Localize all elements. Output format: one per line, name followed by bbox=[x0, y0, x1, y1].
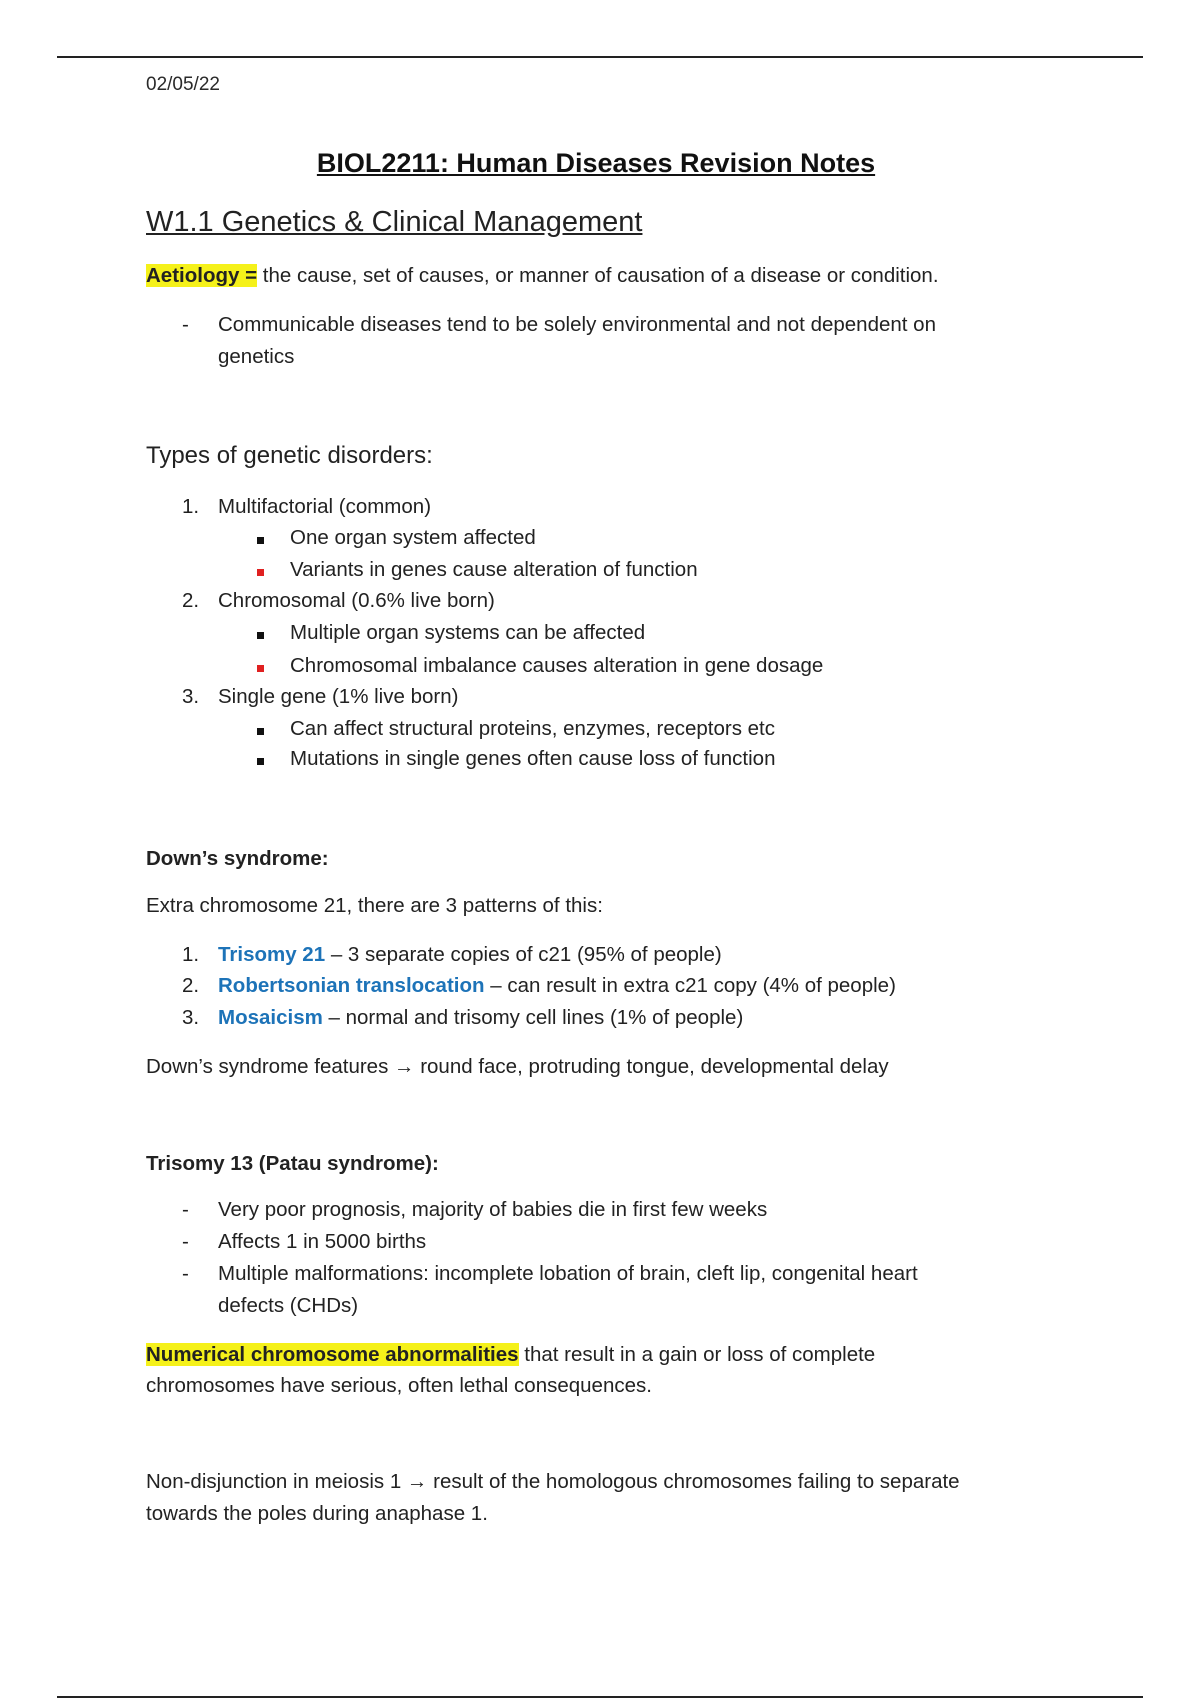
nondisjunction-line-2: towards the poles during anaphase 1. bbox=[146, 1502, 488, 1525]
list-number: 1. bbox=[182, 495, 200, 518]
type-multifactorial: Multifactorial (common) bbox=[218, 495, 432, 518]
pattern-term: Robertsonian translocation bbox=[218, 974, 485, 997]
list-number: 3. bbox=[182, 1006, 200, 1029]
footer-rule bbox=[57, 1696, 1143, 1698]
date-header: 02/05/22 bbox=[146, 74, 220, 95]
square-bullet bbox=[257, 632, 264, 639]
communicable-line-2: genetics bbox=[218, 345, 295, 368]
downs-pattern-2 bbox=[218, 970, 896, 1002]
trisomy13-point-3-cont: defects (CHDs) bbox=[218, 1294, 359, 1317]
aetiology-text: the cause, set of causes, or manner of causation of a disease or condition. bbox=[257, 264, 939, 287]
dash-bullet: - bbox=[182, 1198, 189, 1221]
pattern-desc: – normal and trisomy cell lines (1% of people) bbox=[322, 1006, 744, 1029]
list-number: 2. bbox=[182, 974, 200, 997]
square-bullet bbox=[257, 728, 264, 735]
dash-bullet: - bbox=[182, 313, 189, 336]
aetiology-definition bbox=[146, 260, 939, 292]
list-number: 1. bbox=[182, 943, 200, 966]
type-3-sub-2: Mutations in single genes often cause loss of function bbox=[290, 747, 776, 770]
square-bullet-red bbox=[257, 665, 264, 672]
square-bullet bbox=[257, 758, 264, 765]
downs-pattern-3 bbox=[218, 1002, 743, 1034]
trisomy13-heading: Trisomy 13 (Patau syndrome): bbox=[146, 1152, 439, 1175]
square-bullet bbox=[257, 537, 264, 544]
downs-pattern-1 bbox=[218, 939, 722, 971]
trisomy13-point-1: Very poor prognosis, majority of babies die in first few weeks bbox=[218, 1198, 768, 1221]
downs-features: Down’s syndrome features → round face, protruding tongue, developmental delay bbox=[146, 1055, 889, 1078]
list-number: 2. bbox=[182, 589, 200, 612]
communicable-line-1: Communicable diseases tend to be solely environmental and not dependent on bbox=[218, 313, 936, 336]
type-1-sub-1: One organ system affected bbox=[290, 526, 536, 549]
trisomy13-point-2: Affects 1 in 5000 births bbox=[218, 1230, 427, 1253]
downs-intro: Extra chromosome 21, there are 3 patterns of this: bbox=[146, 894, 603, 917]
list-number: 3. bbox=[182, 685, 200, 708]
dash-bullet: - bbox=[182, 1230, 189, 1253]
numerical-rest: that result in a gain or loss of complete bbox=[518, 1343, 876, 1366]
type-chromosomal: Chromosomal (0.6% live born) bbox=[218, 589, 495, 612]
pattern-desc: – 3 separate copies of c21 (95% of people) bbox=[325, 943, 722, 966]
type-3-sub-1: Can affect structural proteins, enzymes, receptors etc bbox=[290, 717, 776, 740]
pattern-term: Trisomy 21 bbox=[218, 943, 326, 966]
document-title: BIOL2211: Human Diseases Revision Notes bbox=[316, 148, 876, 178]
type-2-sub-2: Chromosomal imbalance causes alteration in gene dosage bbox=[290, 654, 824, 677]
pattern-desc: – can result in extra c21 copy (4% of people) bbox=[484, 974, 896, 997]
numerical-line-1 bbox=[146, 1339, 875, 1371]
numerical-line-2: chromosomes have serious, often lethal consequences. bbox=[146, 1374, 652, 1397]
type-1-sub-2: Variants in genes cause alteration of function bbox=[290, 558, 698, 581]
type-2-sub-1: Multiple organ systems can be affected bbox=[290, 621, 646, 644]
aetiology-term: Aetiology = bbox=[146, 264, 258, 287]
downs-heading: Down’s syndrome: bbox=[146, 847, 329, 870]
square-bullet-red bbox=[257, 569, 264, 576]
numerical-term: Numerical chromosome abnormalities bbox=[146, 1343, 519, 1366]
type-single-gene: Single gene (1% live born) bbox=[218, 685, 459, 708]
pattern-term: Mosaicism bbox=[218, 1006, 323, 1029]
trisomy13-point-3: Multiple malformations: incomplete lobation of brain, cleft lip, congenital heart bbox=[218, 1262, 918, 1285]
section-heading: W1.1 Genetics & Clinical Management bbox=[146, 206, 643, 238]
header-rule bbox=[57, 56, 1143, 58]
nondisjunction-line-1: Non-disjunction in meiosis 1 → result of the homologous chromosomes failing to separate bbox=[146, 1470, 960, 1493]
dash-bullet: - bbox=[182, 1262, 189, 1285]
types-heading: Types of genetic disorders: bbox=[146, 442, 433, 469]
